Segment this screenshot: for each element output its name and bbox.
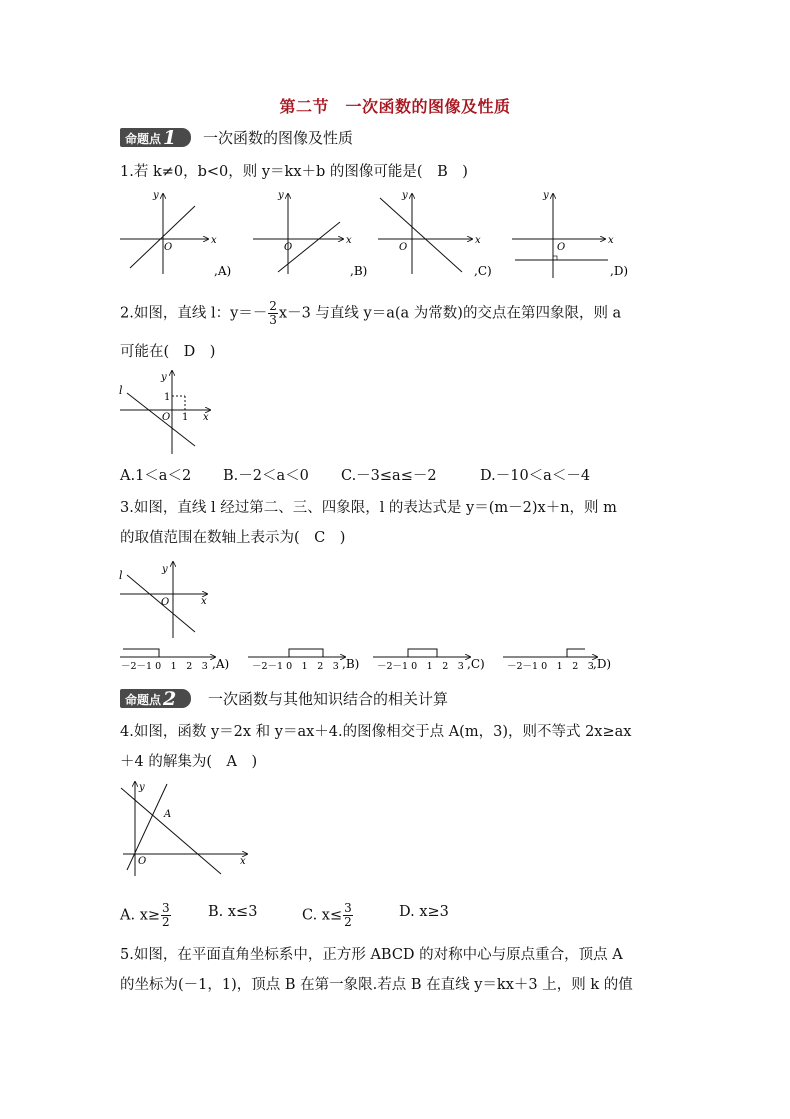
option-c-label: ,C) xyxy=(467,657,485,671)
y-tick-1: 1 xyxy=(164,392,171,403)
question-2-figure xyxy=(115,368,225,456)
numberline-d-labels: －2－1 0 1 2 3 xyxy=(507,661,594,672)
choice-4c xyxy=(302,902,354,929)
graph-b-y-label: y xyxy=(278,190,284,201)
question-2-line-1 xyxy=(120,300,621,327)
badge-number: 1 xyxy=(163,127,177,149)
choice-4a-text: A. x≥ xyxy=(120,907,161,924)
option-a-label: ,A) xyxy=(214,264,232,278)
graph-b-origin-label: O xyxy=(284,242,293,253)
option-b-label: ,B) xyxy=(350,264,368,278)
section-badge-1 xyxy=(120,128,191,147)
fraction-numerator: 3 xyxy=(344,901,352,915)
choice-2a: A.1＜a＜2 xyxy=(120,468,192,484)
graph-c-origin-label: O xyxy=(399,242,408,253)
numberline-a-labels: －2－1 0 1 2 3 xyxy=(121,661,208,672)
question-3-figure xyxy=(115,558,220,640)
x-tick-1: 1 xyxy=(182,412,189,423)
graph-a-origin-label: O xyxy=(164,242,173,253)
numberline-d xyxy=(503,649,611,672)
fraction-two-thirds xyxy=(268,300,278,327)
graph-c xyxy=(378,190,492,278)
graph-b-x-label: x xyxy=(346,235,352,246)
question-4-line-2: ＋4 的解集为( A ) xyxy=(120,754,258,770)
section-badge-2 xyxy=(120,689,191,708)
badge-number: 2 xyxy=(163,688,177,710)
choice-4a xyxy=(120,902,172,929)
fraction-three-halves xyxy=(343,902,353,929)
y-axis-label: y xyxy=(139,782,145,793)
x-axis-label: x xyxy=(203,412,209,423)
x-axis-label: x xyxy=(240,856,246,867)
graph-c-x-label: x xyxy=(475,235,481,246)
page-title: 第二节 一次函数的图像及性质 xyxy=(279,97,511,116)
question-2-text-a: 2.如图，直线 l：y＝－ xyxy=(120,305,268,322)
fraction-numerator: 2 xyxy=(269,299,277,313)
badge-label: 命题点 xyxy=(125,693,162,707)
numberline-a xyxy=(120,649,229,672)
choice-2b: B.－2＜a＜0 xyxy=(223,468,309,484)
choice-4c-text: C. x≤ xyxy=(302,907,343,924)
choice-4d: D. x≥3 xyxy=(399,904,449,920)
origin-label: O xyxy=(162,412,171,423)
numberline-b xyxy=(248,649,359,672)
choice-4b: B. x≤3 xyxy=(208,904,258,920)
choice-2c: C.－3≤a≤－2 xyxy=(341,468,437,484)
line-l-label: l xyxy=(119,569,123,582)
question-3-number-lines xyxy=(115,640,655,674)
question-5-line-2: 的坐标为(－1，1)，顶点 B 在第一象限.若点 B 在直线 y＝kx＋3 上，则 k 的值 xyxy=(120,977,633,993)
choice-2d: D.－10＜a＜－4 xyxy=(480,468,591,484)
graph-d-y-label: y xyxy=(543,190,549,201)
question-4-figure xyxy=(115,780,255,880)
option-d-label: ,D) xyxy=(593,657,612,671)
graph-d-x-label: x xyxy=(608,235,614,246)
graph-d xyxy=(512,190,628,278)
line-l-label: l xyxy=(119,384,123,397)
graph-a-y-label: y xyxy=(153,190,159,201)
origin-label: O xyxy=(138,856,147,867)
graph-a-x-label: x xyxy=(211,235,217,246)
graph-b xyxy=(253,190,367,278)
point-a-label: A xyxy=(164,809,172,820)
question-2-text-b: x－3 与直线 y＝a(a 为常数)的交点在第四象限，则 a xyxy=(278,305,622,322)
y-axis-label: y xyxy=(162,564,168,575)
fraction-denominator: 2 xyxy=(344,915,352,929)
numberline-c-labels: －2－1 0 1 2 3 xyxy=(377,661,464,672)
question-1-figures xyxy=(110,186,650,282)
origin-label: O xyxy=(161,597,170,608)
graph-a xyxy=(120,190,231,278)
question-3-line-2: 的取值范围在数轴上表示为( C ) xyxy=(120,530,346,546)
question-4-line-1: 4.如图，函数 y＝2x 和 y＝ax＋4.的图像相交于点 A(m，3)，则不等式 2x≥ax xyxy=(120,724,632,740)
graph-c-y-label: y xyxy=(402,190,408,201)
question-1-text: 1.若 k≠0，b<0，则 y＝kx＋b 的图像可能是( B ) xyxy=(120,164,468,180)
fraction-three-halves xyxy=(161,902,171,929)
y-axis-label: y xyxy=(161,372,167,383)
question-3-line-1: 3.如图，直线 l 经过第二、三、四象限，l 的表达式是 y＝(m－2)x＋n，则 m xyxy=(120,500,617,516)
option-a-label: ,A) xyxy=(212,657,230,671)
option-d-label: ,D) xyxy=(610,264,629,278)
graph-d-origin-label: O xyxy=(557,242,566,253)
question-2-line-2: 可能在( D ) xyxy=(120,344,216,360)
option-b-label: ,B) xyxy=(342,657,360,671)
fraction-numerator: 3 xyxy=(162,901,170,915)
fraction-denominator: 2 xyxy=(162,915,170,929)
option-c-label: ,C) xyxy=(474,264,492,278)
badge-label: 命题点 xyxy=(125,132,162,146)
question-5-line-1: 5.如图，在平面直角坐标系中，正方形 ABCD 的对称中心与原点重合，顶点 A xyxy=(120,947,623,963)
section-heading-1: 一次函数的图像及性质 xyxy=(203,129,354,147)
section-heading-2: 一次函数与其他知识结合的相关计算 xyxy=(208,690,449,708)
numberline-b-labels: －2－1 0 1 2 3 xyxy=(252,661,339,672)
fraction-denominator: 3 xyxy=(269,313,277,327)
x-axis-label: x xyxy=(201,596,207,607)
numberline-c xyxy=(373,649,485,672)
